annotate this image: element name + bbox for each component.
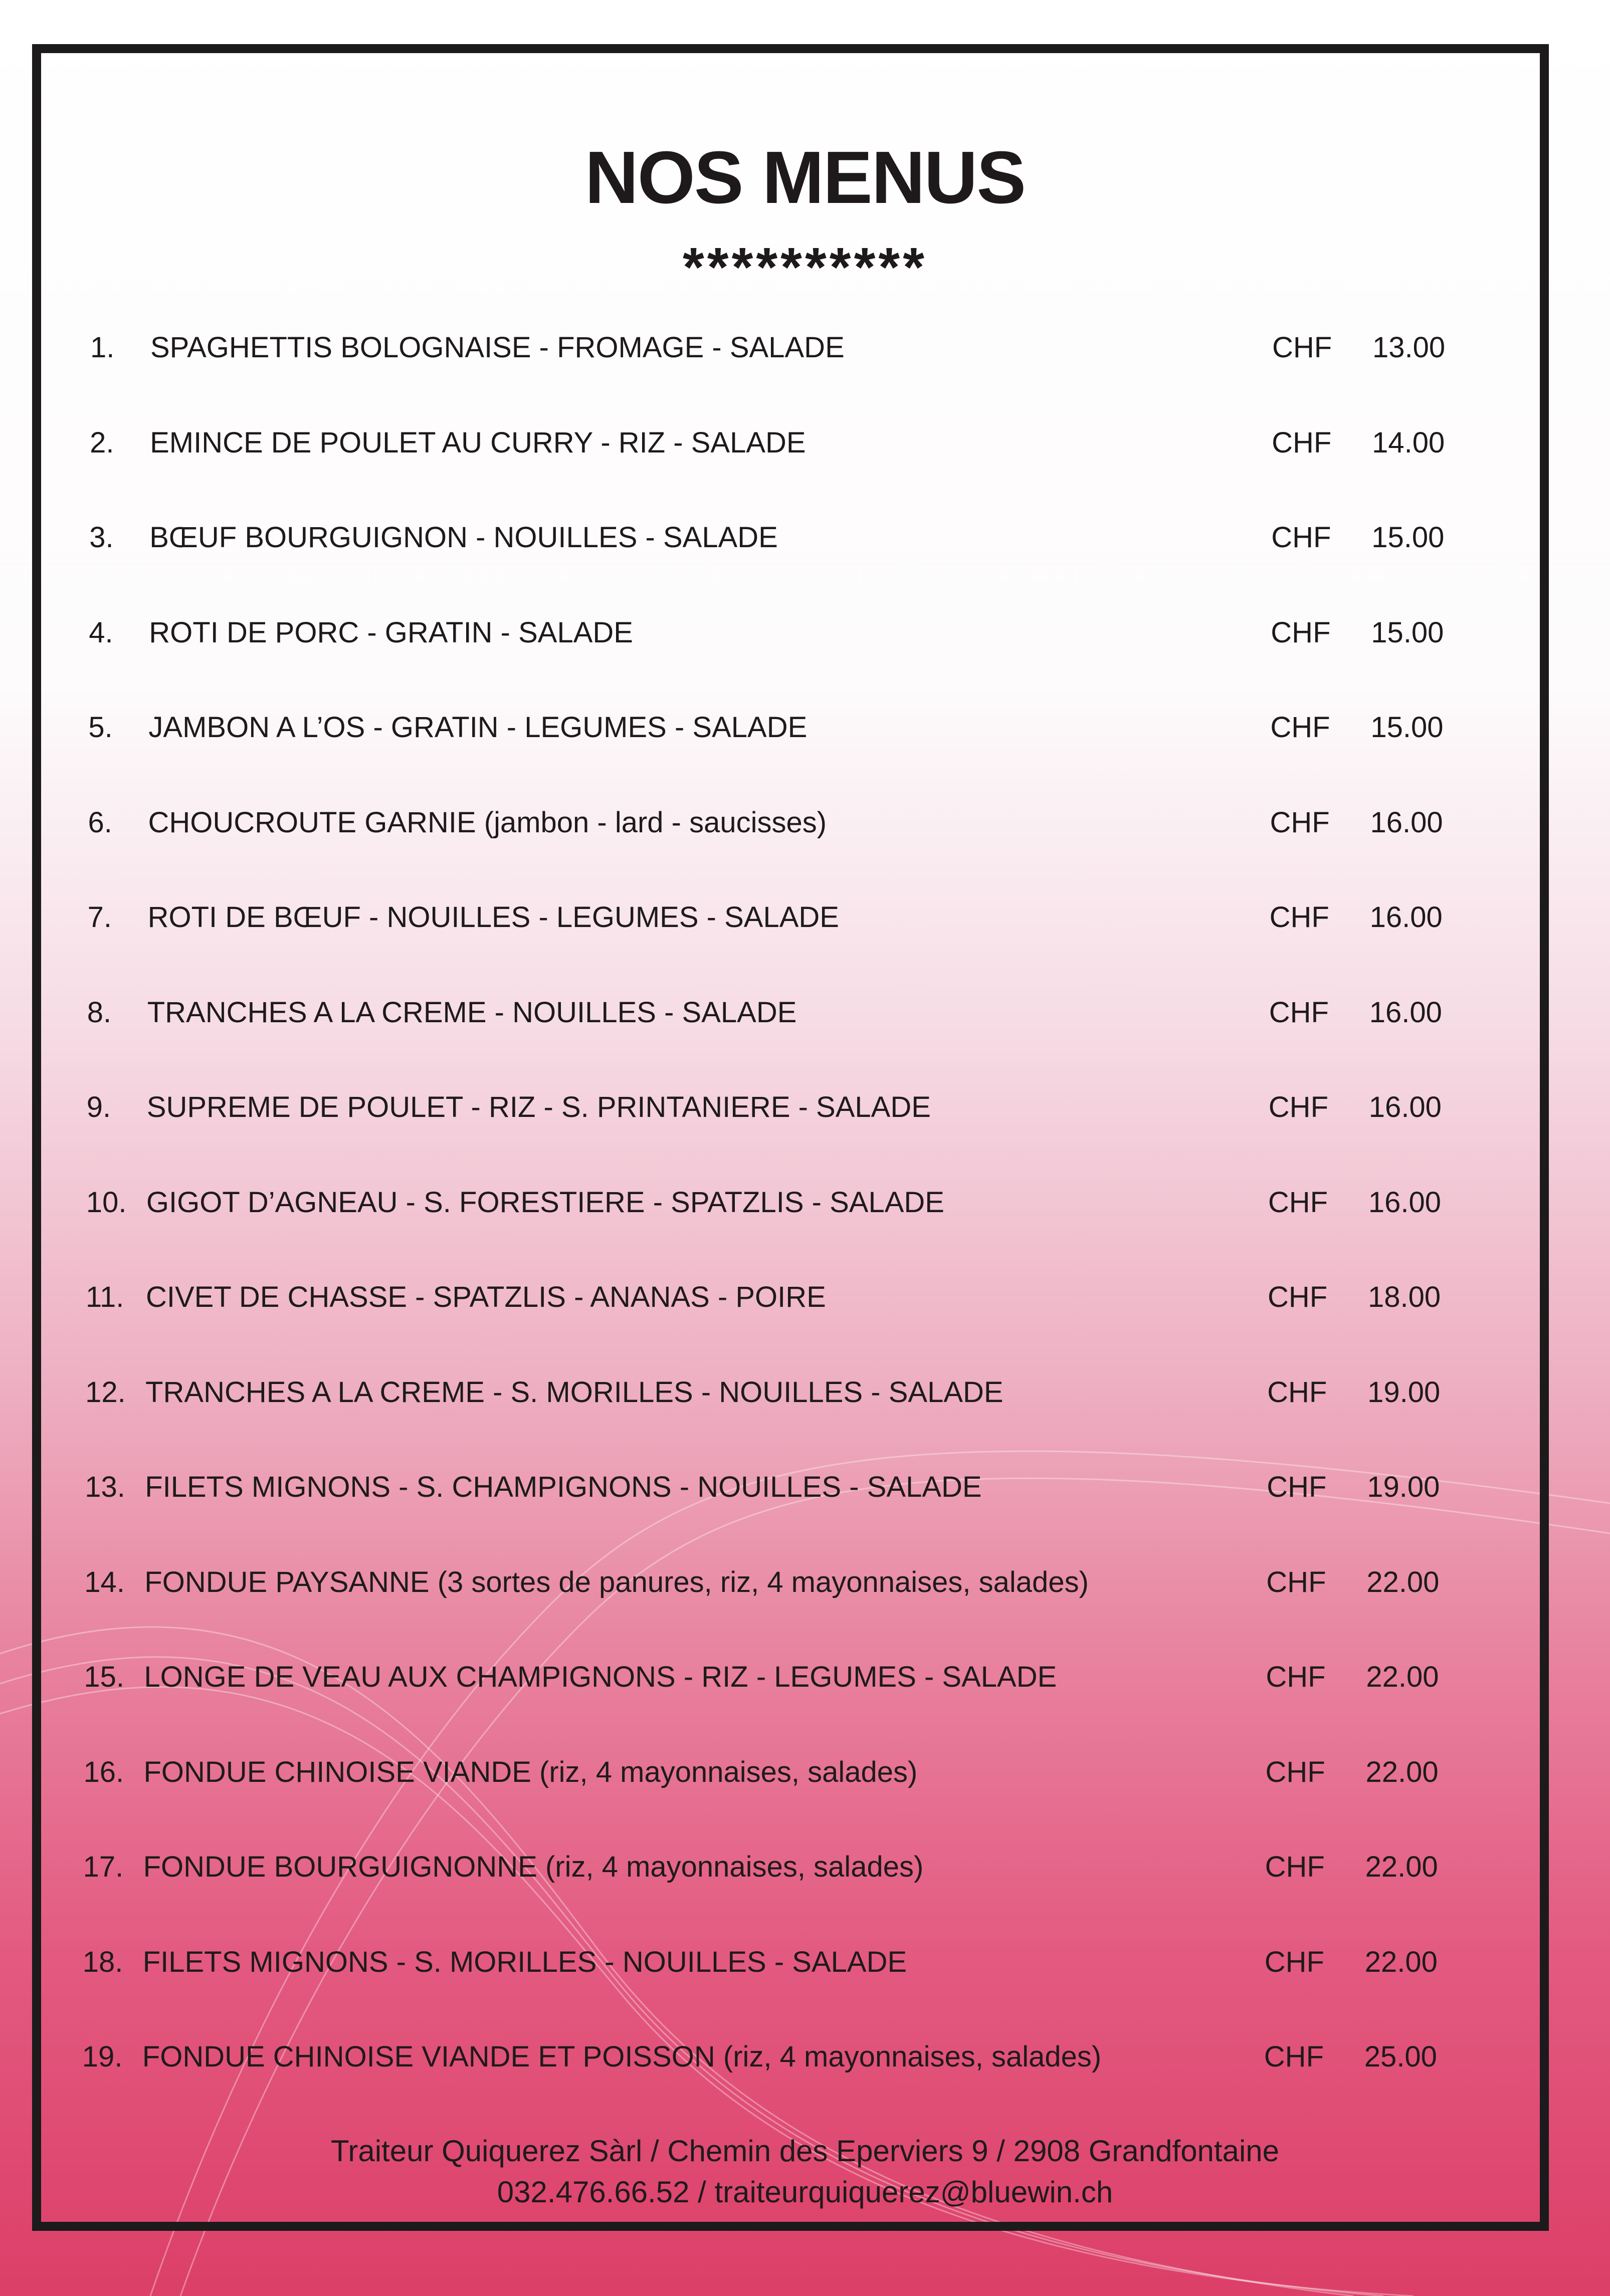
- menu-item-currency: CHF: [1269, 996, 1329, 1029]
- menu-item-number: 8.: [87, 996, 112, 1029]
- menu-item-price: 22.00: [1365, 1851, 1438, 1883]
- menu-item-name: GIGOT D’AGNEAU - S. FORESTIERE - SPATZLIS - SALADE: [146, 1186, 944, 1219]
- menu-item-number: 7.: [87, 901, 112, 934]
- menu-item-price: 13.00: [1372, 331, 1446, 364]
- menu-item-currency: CHF: [1266, 1565, 1326, 1598]
- menu-item: [0, 996, 1607, 1036]
- page-title: NOS MENUS: [584, 136, 1026, 219]
- menu-item-name: JAMBON A L’OS - GRATIN - LEGUMES - SALADE: [148, 711, 808, 744]
- menu-item-price: 15.00: [1370, 711, 1444, 744]
- menu-item-number: 2.: [90, 426, 114, 459]
- menu-item: [0, 1186, 1606, 1226]
- menu-item-number: 12.: [85, 1375, 126, 1409]
- menu-item-number: 1.: [90, 331, 115, 364]
- menu-item-currency: CHF: [1267, 1375, 1327, 1409]
- menu-item-price: 25.00: [1364, 2040, 1437, 2073]
- menu-item: [0, 2040, 1602, 2080]
- menu-item-name: LONGE DE VEAU AUX CHAMPIGNONS - RIZ - LEGUMES - SALADE: [144, 1661, 1057, 1693]
- menu-item-name: TRANCHES A LA CREME - NOUILLES - SALADE: [147, 996, 797, 1029]
- menu-item-currency: CHF: [1265, 1851, 1325, 1883]
- menu-item-name: BŒUF BOURGUIGNON - NOUILLES - SALADE: [149, 521, 778, 554]
- menu-item-name: SPAGHETTIS BOLOGNAISE - FROMAGE - SALADE: [150, 331, 845, 364]
- menu-item-price: 22.00: [1364, 1945, 1438, 1978]
- menu-item-number: 15.: [84, 1661, 125, 1693]
- menu-item-price: 22.00: [1366, 1565, 1440, 1598]
- menu-item-name: CIVET DE CHASSE - SPATZLIS - ANANAS - POIRE: [146, 1281, 826, 1313]
- menu-item-name: FONDUE CHINOISE VIANDE (riz, 4 mayonnaises, salades): [143, 1755, 918, 1788]
- menu-item-price: 16.00: [1368, 1186, 1442, 1219]
- menu-item-currency: CHF: [1269, 901, 1329, 934]
- menu-item-currency: CHF: [1270, 806, 1330, 839]
- menu-item-currency: CHF: [1264, 2040, 1324, 2073]
- menu-item-price: 19.00: [1367, 1375, 1441, 1409]
- menu-item: [0, 711, 1608, 751]
- menu-item: [0, 1090, 1606, 1130]
- footer-address: Traiteur Quiquerez Sàrl / Chemin des Eperviers 9 / 2908 Grandfontaine: [330, 2134, 1280, 2168]
- menu-item-number: 3.: [89, 521, 114, 554]
- menu-item-name: CHOUCROUTE GARNIE (jambon - lard - saucisses): [148, 806, 827, 839]
- menu-item-price: 15.00: [1371, 616, 1444, 649]
- menu-item: [0, 1660, 1603, 1700]
- menu-item-number: 18.: [82, 1945, 123, 1978]
- menu-item-currency: CHF: [1268, 1091, 1329, 1123]
- menu-item-name: TRANCHES A LA CREME - S. MORILLES - NOUILLES - SALADE: [145, 1375, 1003, 1409]
- menu-item-name: FONDUE PAYSANNE (3 sortes de panures, riz, 4 mayonnaises, salades): [144, 1565, 1089, 1598]
- menu-item-currency: CHF: [1268, 1186, 1328, 1219]
- menu-item-currency: CHF: [1272, 331, 1332, 364]
- menu-item-name: FILETS MIGNONS - S. MORILLES - NOUILLES - SALADE: [142, 1945, 907, 1978]
- menu-item-name: SUPREME DE POULET - RIZ - S. PRINTANIERE - SALADE: [146, 1091, 931, 1123]
- menu-item-name: FILETS MIGNONS - S. CHAMPIGNONS - NOUILLES - SALADE: [145, 1471, 982, 1503]
- menu-item-price: 22.00: [1365, 1755, 1439, 1788]
- footer-contact: 032.476.66.52 / traiteurquiquerez@bluewin.ch: [497, 2175, 1113, 2209]
- menu-item-number: 5.: [88, 711, 113, 744]
- menu-item-number: 14.: [84, 1565, 125, 1598]
- menu-item-currency: CHF: [1267, 1471, 1327, 1503]
- menu-item-currency: CHF: [1264, 1945, 1324, 1978]
- menu-item-name: EMINCE DE POULET AU CURRY - RIZ - SALADE: [150, 426, 806, 459]
- menu-item: [0, 1565, 1604, 1605]
- menu-item-number: 4.: [89, 616, 113, 649]
- menu-item: [0, 331, 1610, 371]
- menu-item-name: FONDUE CHINOISE VIANDE ET POISSON (riz, 4 mayonnaises, salades): [142, 2040, 1102, 2073]
- menu-item-currency: CHF: [1271, 521, 1331, 554]
- menu-item: [0, 900, 1607, 941]
- menu-item: [0, 1850, 1603, 1890]
- menu-item-number: 19.: [82, 2040, 123, 2073]
- menu-item-number: 9.: [86, 1091, 111, 1123]
- menu-item-name: FONDUE BOURGUIGNONNE (riz, 4 mayonnaises, salades): [143, 1851, 924, 1883]
- menu-item-price: 19.00: [1367, 1471, 1440, 1503]
- menu-item-currency: CHF: [1272, 426, 1332, 459]
- menu-item-price: 14.00: [1372, 426, 1445, 459]
- menu-item-number: 16.: [83, 1755, 124, 1788]
- menu-item-price: 15.00: [1371, 521, 1445, 554]
- menu-item-currency: CHF: [1270, 711, 1330, 744]
- menu-item-price: 16.00: [1369, 996, 1442, 1029]
- menu-item: [0, 616, 1608, 656]
- menu-item-price: 16.00: [1368, 1091, 1442, 1123]
- menu-item-number: 10.: [86, 1186, 127, 1219]
- menu-item-name: ROTI DE PORC - GRATIN - SALADE: [149, 616, 634, 649]
- menu-item-number: 6.: [88, 806, 112, 839]
- menu-item-number: 11.: [86, 1281, 124, 1313]
- menu-item-currency: CHF: [1265, 1755, 1325, 1788]
- menu-item: [0, 1280, 1605, 1320]
- menu-item: [0, 1375, 1605, 1416]
- menu-item: [0, 1470, 1604, 1510]
- menu-frame: [32, 44, 1549, 2231]
- menu-item-currency: CHF: [1268, 1281, 1328, 1313]
- menu-item: [0, 521, 1609, 561]
- menu-item-number: 17.: [83, 1851, 124, 1883]
- menu-item-price: 16.00: [1369, 901, 1443, 934]
- title-separator: **********: [682, 237, 928, 298]
- menu-item: [0, 1755, 1603, 1795]
- menu-item-price: 16.00: [1370, 806, 1443, 839]
- menu-item-price: 22.00: [1366, 1661, 1439, 1693]
- menu-item: [0, 426, 1609, 466]
- menu-item-price: 18.00: [1368, 1281, 1441, 1313]
- menu-item: [0, 1945, 1602, 1985]
- menu-item-name: ROTI DE BŒUF - NOUILLES - LEGUMES - SALADE: [147, 901, 839, 934]
- menu-item-currency: CHF: [1266, 1661, 1326, 1693]
- menu-item: [0, 806, 1608, 846]
- menu-item-number: 13.: [85, 1471, 125, 1503]
- menu-item-currency: CHF: [1271, 616, 1331, 649]
